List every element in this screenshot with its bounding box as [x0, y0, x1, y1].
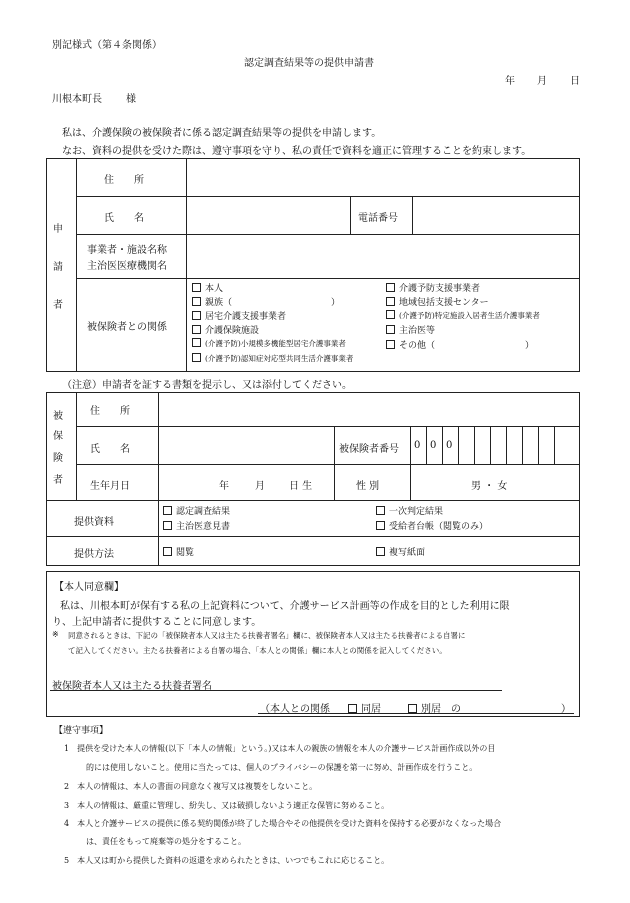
checkbox-icon	[192, 325, 201, 334]
checkbox-icon	[376, 506, 385, 515]
birth-date-label: 生年月日	[90, 481, 130, 492]
insured-number-label: 被保険者番号	[339, 444, 399, 455]
birth-month: 月	[255, 481, 265, 492]
applicant-phone-label: 電話番号	[358, 213, 398, 224]
addressee: 川根本町長	[52, 94, 102, 105]
rule-line: 的には使用しないこと。使用に当たっては、個人のプライバシーの保護を第一に努め、計画作成を行うこと。	[86, 763, 478, 772]
insured-name-field[interactable]	[164, 430, 328, 460]
addressee-honorific: 様	[126, 94, 136, 105]
checkbox-icon	[163, 506, 172, 515]
facility-label-2: 主治医医療機関名	[87, 261, 167, 272]
relation-relative[interactable]: 親族（ ）	[192, 295, 340, 308]
date-year: 年	[505, 76, 515, 87]
checkbox-icon	[386, 325, 395, 334]
document-title: 認定調査結果等の提供申請書	[244, 58, 374, 69]
form-number-label: 別記様式（第４条関係）	[52, 40, 162, 51]
insured-side-3: 険	[53, 453, 63, 464]
relation-preventive-support[interactable]: 介護予防支援事業者	[386, 281, 480, 294]
insured-side-1: 被	[53, 411, 63, 422]
checkbox-icon	[192, 297, 201, 306]
material-survey-result[interactable]: 認定調査結果	[163, 504, 230, 517]
insured-number-digit: 0	[446, 440, 453, 451]
insured-address-label: 住 所	[90, 406, 130, 417]
applicant-phone-field[interactable]	[418, 200, 574, 230]
checkbox-icon	[163, 521, 172, 530]
relation-community-center[interactable]: 地域包括支援センター	[386, 295, 489, 308]
applicant-side-1: 申	[53, 224, 63, 235]
facility-label-1: 事業者・施設名称	[87, 245, 167, 256]
sex-label: 性 別	[356, 481, 380, 492]
applicant-side-3: 者	[53, 300, 63, 311]
relation-close: ）	[561, 704, 571, 715]
consent-box	[46, 571, 580, 717]
checkbox-icon	[376, 547, 385, 556]
checkbox-icon	[376, 521, 385, 530]
checkbox-icon	[192, 311, 201, 320]
rule-line: は、責任をもって廃棄等の処分をすること。	[86, 837, 246, 846]
material-primary-judgment[interactable]: 一次判定結果	[376, 504, 443, 517]
material-physician-opinion[interactable]: 主治医意見書	[163, 519, 230, 532]
insured-name-label: 氏 名	[90, 444, 130, 455]
applicant-address-label: 住 所	[104, 175, 144, 186]
insured-number-digit: 0	[414, 440, 421, 451]
checkbox-icon	[192, 353, 201, 362]
relation-open: （本人との関係	[260, 704, 330, 715]
date-month: 月	[537, 76, 547, 87]
birth-year: 年	[219, 481, 229, 492]
checkbox-icon	[192, 338, 201, 347]
checkbox-icon	[386, 297, 395, 306]
applicant-side-2: 請	[53, 262, 63, 273]
checkbox-icon	[192, 283, 201, 292]
sex-options[interactable]: 男 ・ 女	[471, 481, 508, 492]
applicant-name-label: 氏 名	[104, 213, 144, 224]
relation-separate[interactable]: 別居 の	[408, 700, 461, 715]
checkbox-icon	[163, 547, 172, 556]
consent-body-2: り、上記申請者に提供することに同意します。	[52, 617, 262, 628]
consent-note-2: て記入してください。主たる扶養者による自署の場合、「本人との関係」欄に本人との関係を記入してください。	[68, 646, 447, 655]
facility-name-field[interactable]	[194, 238, 574, 274]
applicant-address-field[interactable]	[194, 162, 574, 192]
rule-line: 1 提供を受けた本人の情報(以下「本人の情報」という。)又は本人の親族の情報を本人の介護サービス計画作成以外の目	[64, 744, 496, 753]
relation-specified-facility[interactable]: (介護予防)特定施設入居者生活介護事業者	[386, 310, 540, 321]
rule-line: 2 本人の情報は、本人の書面の同意なく複写又は複製をしないこと。	[64, 782, 318, 791]
checkbox-icon	[386, 310, 395, 319]
checkbox-icon	[386, 283, 395, 292]
relation-other[interactable]: その他（ ）	[386, 338, 534, 351]
relation-home-care-support[interactable]: 居宅介護支援事業者	[192, 309, 286, 322]
intro-line-2: なお、資料の提供を受けた際は、遵守事項を守り、私の責任で資料を適正に管理することを約束します。	[62, 146, 532, 157]
signature-line	[50, 690, 502, 691]
applicant-name-field[interactable]	[194, 200, 344, 230]
date-day: 日	[570, 76, 580, 87]
insured-number-digit: 0	[430, 440, 437, 451]
applicant-id-note: （注意）申請者を証する書類を提示し、又は添付してください。	[62, 380, 352, 391]
rule-line: 4 本人と介護サービスの提供に係る契約関係が終了した場合やその他提供を受けた資料を保持する必要がなくなった場合	[64, 819, 502, 828]
relation-dementia-group-home[interactable]: (介護予防)認知症対応型共同生活介護事業者	[192, 353, 353, 364]
relation-care-facility[interactable]: 介護保険施設	[192, 323, 259, 336]
consent-note-1: 同意されるときは、下記の「被保険者本人又は主たる扶養者署名」欄に、被保険者本人又は主たる扶養者による自署に	[68, 631, 466, 640]
relation-small-multifunction[interactable]: (介護予防)小規模多機能型居宅介護事業者	[192, 338, 346, 349]
consent-heading: 【本人同意欄】	[54, 582, 124, 593]
rules-heading: 【遵守事項】	[54, 726, 109, 736]
insured-address-field[interactable]	[164, 396, 574, 422]
birth-day: 日 生	[289, 481, 313, 492]
rule-line: 3 本人の情報は、厳重に管理し、紛失し、又は破損しないよう適正な保管に努めること。	[64, 801, 390, 810]
signature-label: 被保険者本人又は主たる扶養者署名	[52, 681, 212, 692]
relation-label: 被保険者との関係	[87, 322, 167, 333]
method-copy[interactable]: 複写紙面	[376, 545, 425, 558]
checkbox-icon	[348, 704, 357, 713]
rule-line: 5 本人又は町から提供した資料の返還を求められたときは、いつでもこれに応じること。	[64, 856, 390, 865]
relation-cohabit[interactable]: 同居	[348, 700, 381, 715]
checkbox-icon	[386, 340, 395, 349]
relation-physician[interactable]: 主治医等	[386, 323, 435, 336]
insured-side-4: 者	[53, 475, 63, 486]
insured-side-2: 保	[53, 431, 63, 442]
consent-body-1: 私は、川根本町が保有する私の上記資料について、介護サービス計画等の作成を目的とした利用に限	[60, 601, 510, 612]
method-label: 提供方法	[74, 549, 114, 560]
material-recipient-ledger[interactable]: 受給者台帳（閲覧のみ）	[376, 519, 488, 532]
checkbox-icon	[408, 704, 417, 713]
method-viewing[interactable]: 閲覧	[163, 545, 194, 558]
relation-self[interactable]: 本人	[192, 281, 223, 294]
relation-line	[258, 713, 574, 714]
materials-label: 提供資料	[74, 517, 114, 528]
intro-line-1: 私は、介護保険の被保険者に係る認定調査結果等の提供を申請します。	[62, 128, 382, 139]
consent-note-mark: ※	[52, 630, 59, 639]
